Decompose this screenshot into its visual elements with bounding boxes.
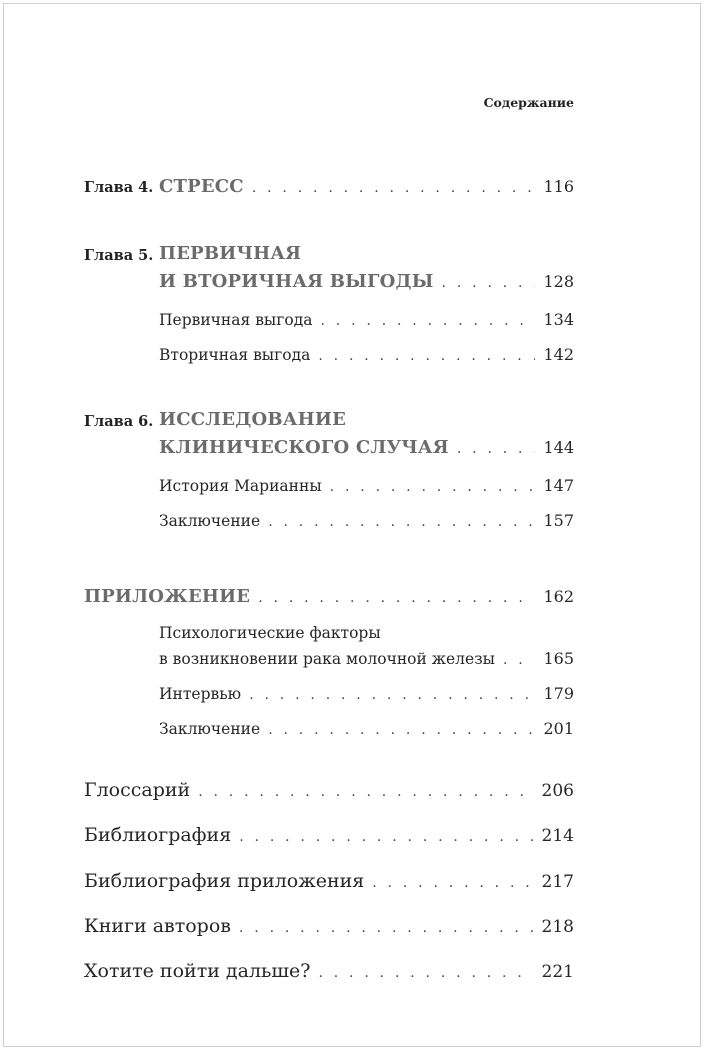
entry-title: Вторичная выгода — [159, 346, 311, 364]
entry-title: Книги авторов — [84, 915, 231, 937]
dot-leader — [249, 687, 535, 703]
dot-leader — [503, 652, 535, 668]
entry-page: 221 — [541, 962, 574, 982]
entry-page: 201 — [543, 719, 574, 738]
entry-title: Интервью — [159, 685, 242, 703]
appendix-title: ПРИЛОЖЕНИЕ — [84, 586, 251, 607]
dot-leader — [442, 275, 536, 291]
dot-leader — [268, 514, 535, 530]
toc-entry-glossary[interactable] — [84, 779, 574, 801]
dot-leader — [330, 479, 536, 495]
chapter-4-page: 116 — [543, 177, 574, 196]
toc-entry-chapter-5[interactable] — [159, 271, 574, 292]
chapter-6-label: Глава 6. — [84, 413, 154, 430]
chapter-5-title-line2: И ВТОРИЧНАЯ ВЫГОДЫ — [159, 271, 434, 292]
entry-page: 142 — [543, 345, 574, 364]
chapter-4-label: Глава 4. — [84, 179, 154, 196]
dot-leader — [268, 722, 535, 738]
entry-page: 214 — [541, 826, 574, 846]
dot-leader — [239, 829, 533, 845]
entry-title: Заключение — [159, 720, 261, 738]
toc-entry-authors-books[interactable] — [84, 915, 574, 937]
entry-title: Глоссарий — [84, 779, 191, 801]
dot-leader — [252, 180, 536, 196]
dot-leader — [198, 784, 533, 800]
entry-page: 134 — [543, 310, 574, 329]
chapter-5-label: Глава 5. — [84, 247, 154, 264]
entry-page: 217 — [541, 872, 574, 892]
toc-entry-go-further[interactable] — [84, 960, 574, 982]
toc-entry-secondary-gain[interactable] — [159, 345, 574, 364]
toc-entry-chapter-4[interactable] — [159, 176, 574, 197]
entry-title: История Марианны — [159, 477, 322, 495]
toc-entry-interview[interactable] — [159, 684, 574, 703]
dot-leader — [321, 313, 536, 329]
entry-page: 206 — [541, 781, 574, 801]
dot-leader — [239, 920, 534, 936]
toc-entry-chapter-6[interactable] — [159, 437, 574, 458]
chapter-5-page: 128 — [543, 272, 574, 291]
chapter-4-title: СТРЕСС — [159, 176, 244, 197]
toc-entry-bibliography[interactable] — [84, 824, 574, 846]
chapter-6-page: 144 — [543, 438, 574, 457]
entry-title: Заключение — [159, 512, 261, 530]
running-head: Содержание — [483, 95, 574, 110]
toc-entry-primary-gain[interactable] — [159, 310, 574, 329]
entry-title: Библиография приложения — [84, 870, 365, 892]
entry-title-line2: в возникновении рака молочной железы — [159, 650, 495, 668]
entry-page: 179 — [543, 684, 574, 703]
entry-page: 218 — [541, 917, 574, 937]
toc-entry-chapter-6-conclusion[interactable] — [159, 511, 574, 530]
chapter-6-title-line1: ИССЛЕДОВАНИЕ — [159, 409, 346, 430]
toc-entry-marianne-story[interactable] — [159, 476, 574, 495]
entry-title: Первичная выгода — [159, 311, 313, 329]
entry-title: Хотите пойти дальше? — [84, 960, 311, 982]
entry-page: 157 — [543, 511, 574, 530]
dot-leader — [318, 348, 535, 364]
toc-entry-psych-factors[interactable] — [159, 649, 574, 668]
dot-leader — [457, 441, 536, 457]
entry-title: Библиография — [84, 824, 232, 846]
chapter-5-title-line1: ПЕРВИЧНАЯ — [159, 243, 302, 264]
appendix-item-1-title-line1: Психологические факторы — [159, 624, 381, 642]
entry-page: 165 — [543, 649, 574, 668]
dot-leader — [372, 875, 533, 891]
entry-page: 147 — [543, 476, 574, 495]
chapter-6-title-line2: КЛИНИЧЕСКОГО СЛУЧАЯ — [159, 437, 449, 458]
toc-entry-appendix[interactable] — [84, 586, 574, 607]
toc-entry-appendix-conclusion[interactable] — [159, 719, 574, 738]
dot-leader — [318, 965, 533, 981]
appendix-page: 162 — [543, 587, 574, 606]
dot-leader — [258, 590, 535, 606]
toc-entry-appendix-bibliography[interactable] — [84, 870, 574, 892]
